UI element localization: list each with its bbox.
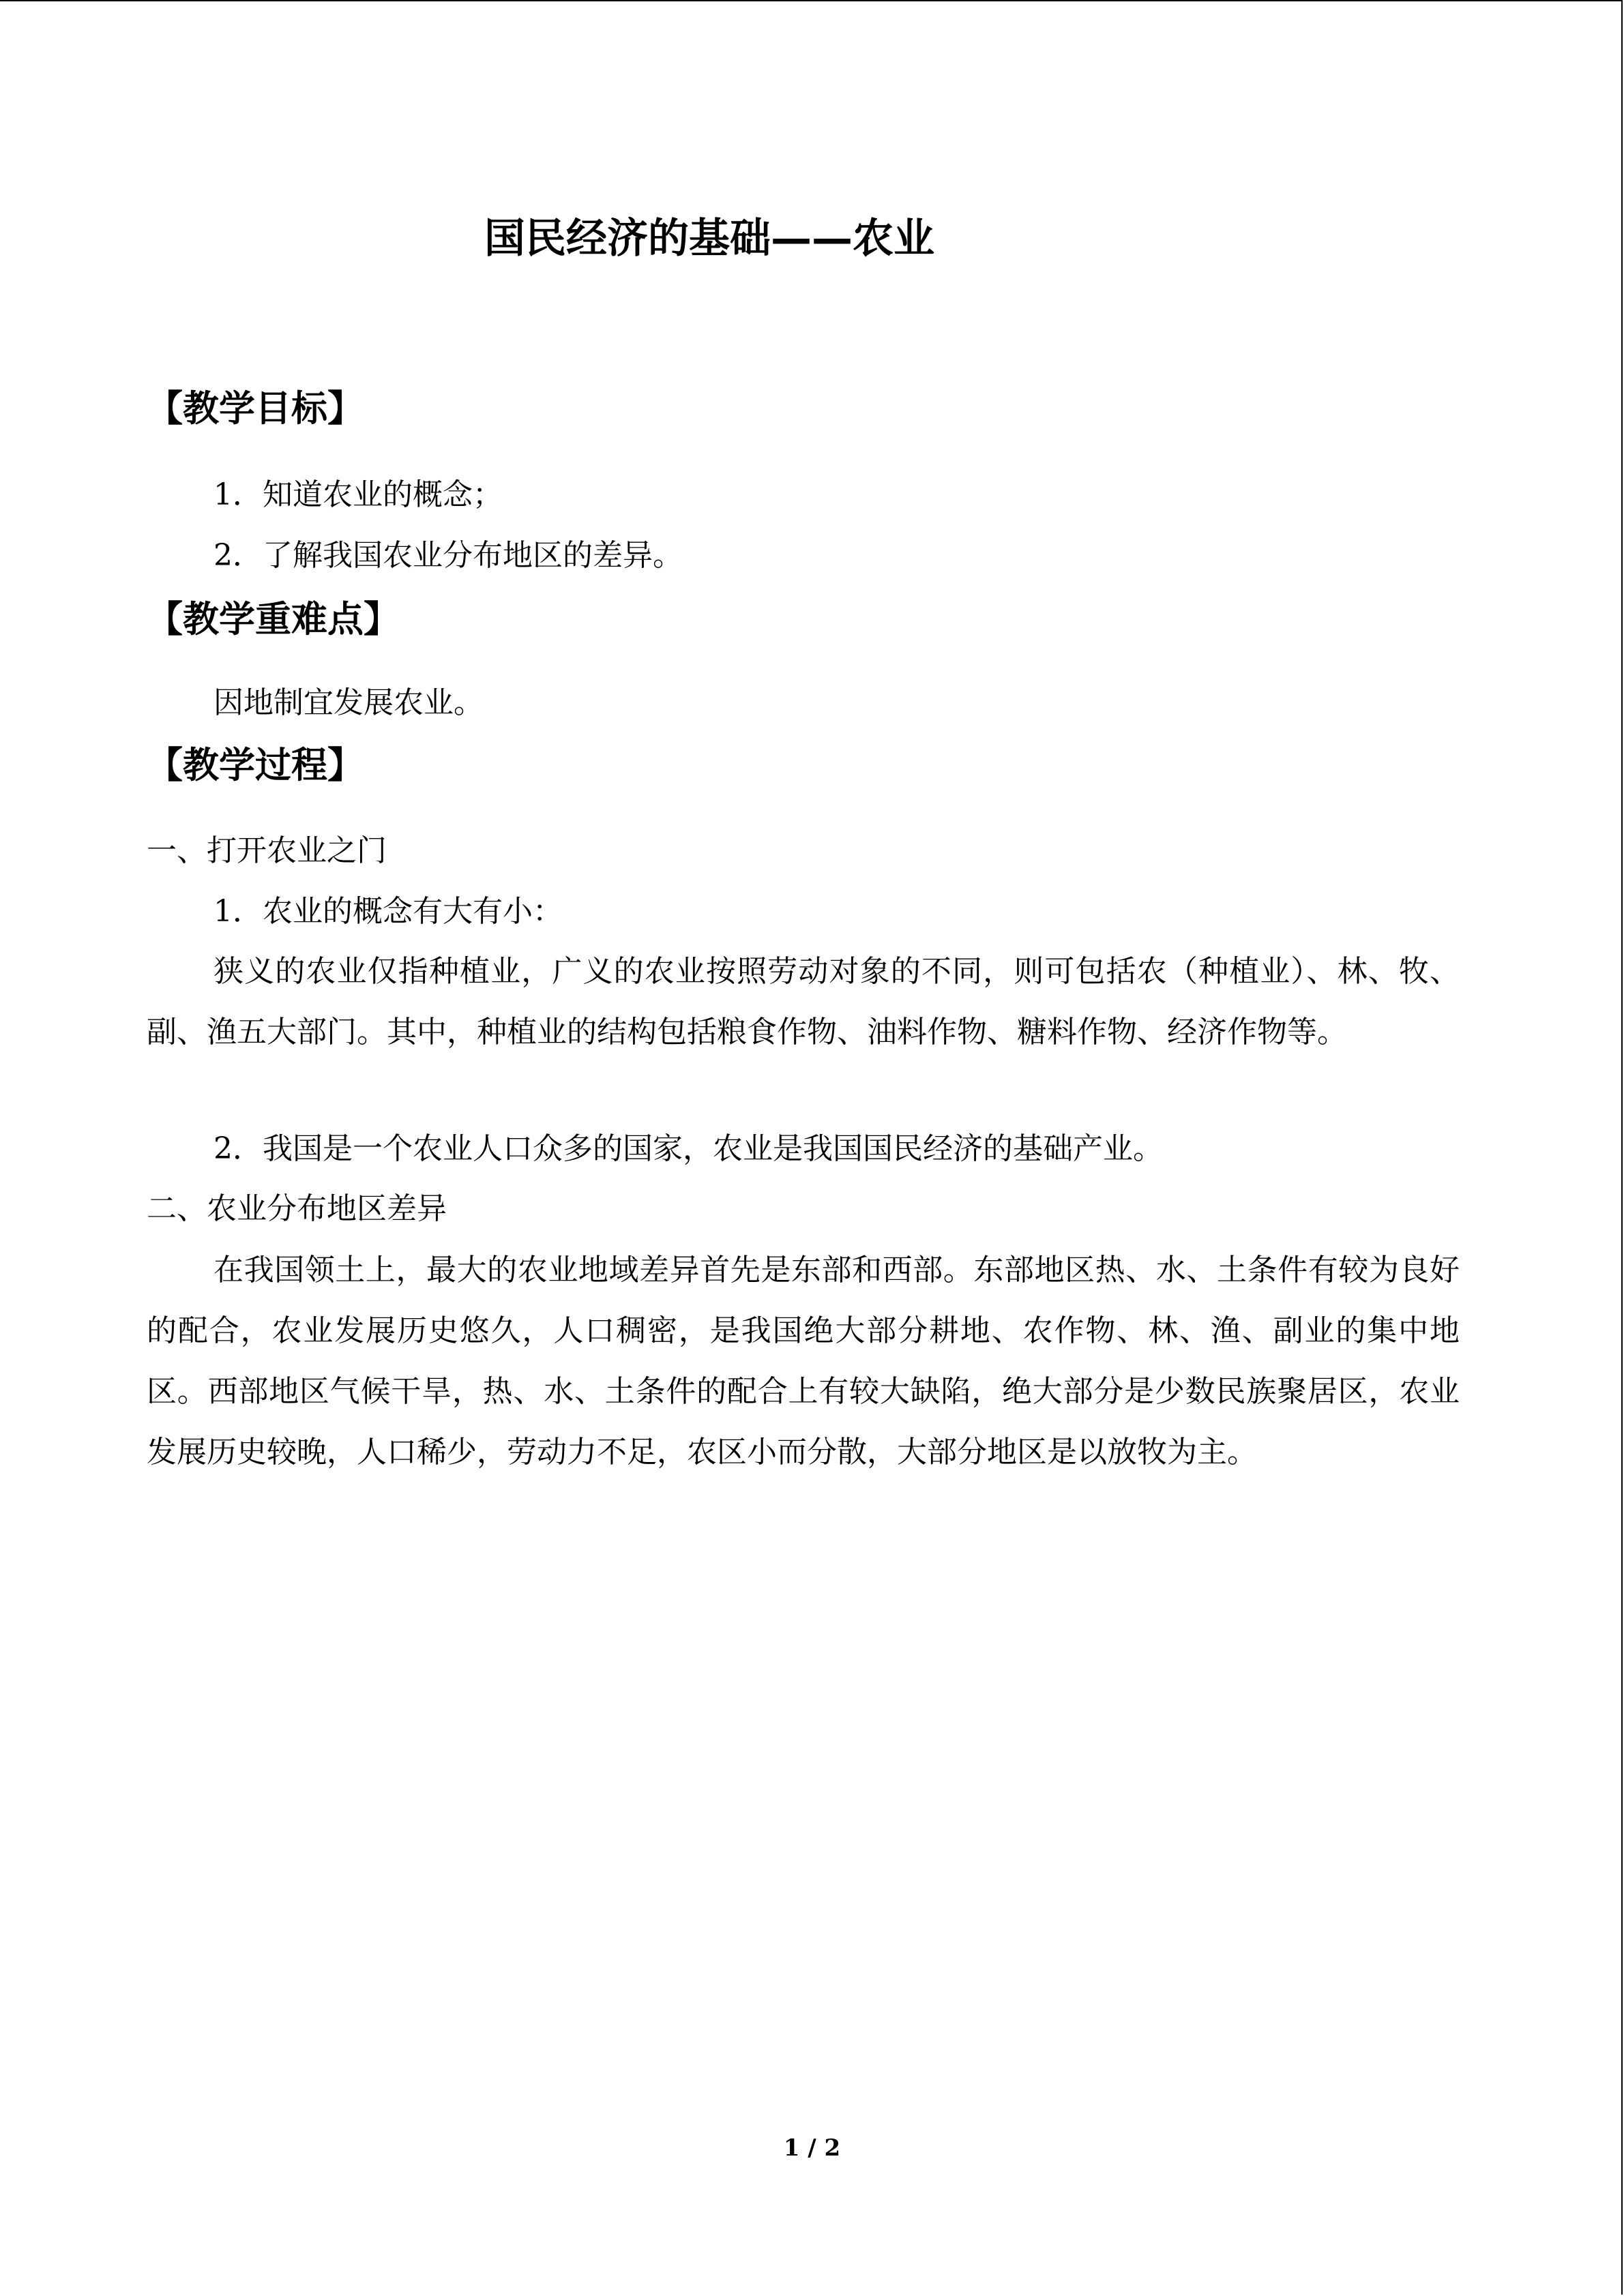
process-part2-paragraph: 在我国领土上，最大的农业地域差异首先是东部和西部。东部地区热、水、土条件有较为良好的配合，农业发展历史悠久，人口稠密，是我国绝大部分耕地、农作物、林、渔、副业的集中地区。西部地区气候干旱，热、水、土条件的配合上有较大缺陷，绝大部分是少数民族聚居区，农业发展历史较晚，人口稀少，劳动力不足，农区小而分散，大部分地区是以放牧为主。: [147, 1253, 1460, 1470]
goal-item-1: 1．知道农业的概念；: [213, 477, 503, 512]
section-heading-goals: 【教学目标】: [147, 388, 364, 430]
process-part1-heading: 一、打开农业之门: [147, 833, 387, 868]
process-part1-item2: 2．我国是一个农业人口众多的国家，农业是我国国民经济的基础产业。: [213, 1131, 1163, 1166]
process-part1-item1: 1．农业的概念有大有小：: [213, 894, 563, 929]
section-heading-keypoints: 【教学重难点】: [147, 599, 400, 640]
process-part1-paragraph: 狭义的农业仅指种植业，广义的农业按照劳动对象的不同，则可包括农（种植业）、林、牧、副、渔五大部门。其中，种植业的结构包括粮食作物、油料作物、糖料作物、经济作物等。: [147, 954, 1460, 1049]
process-part2-heading: 二、农业分布地区差异: [147, 1191, 447, 1226]
document-title: 国民经济的基础——农业: [484, 215, 934, 263]
section-heading-process: 【教学过程】: [147, 745, 364, 786]
keypoints-text: 因地制宜发展农业。: [213, 685, 484, 720]
page-number: 1 / 2: [783, 2134, 841, 2162]
goal-item-2: 2．了解我国农业分布地区的差异。: [213, 538, 683, 573]
